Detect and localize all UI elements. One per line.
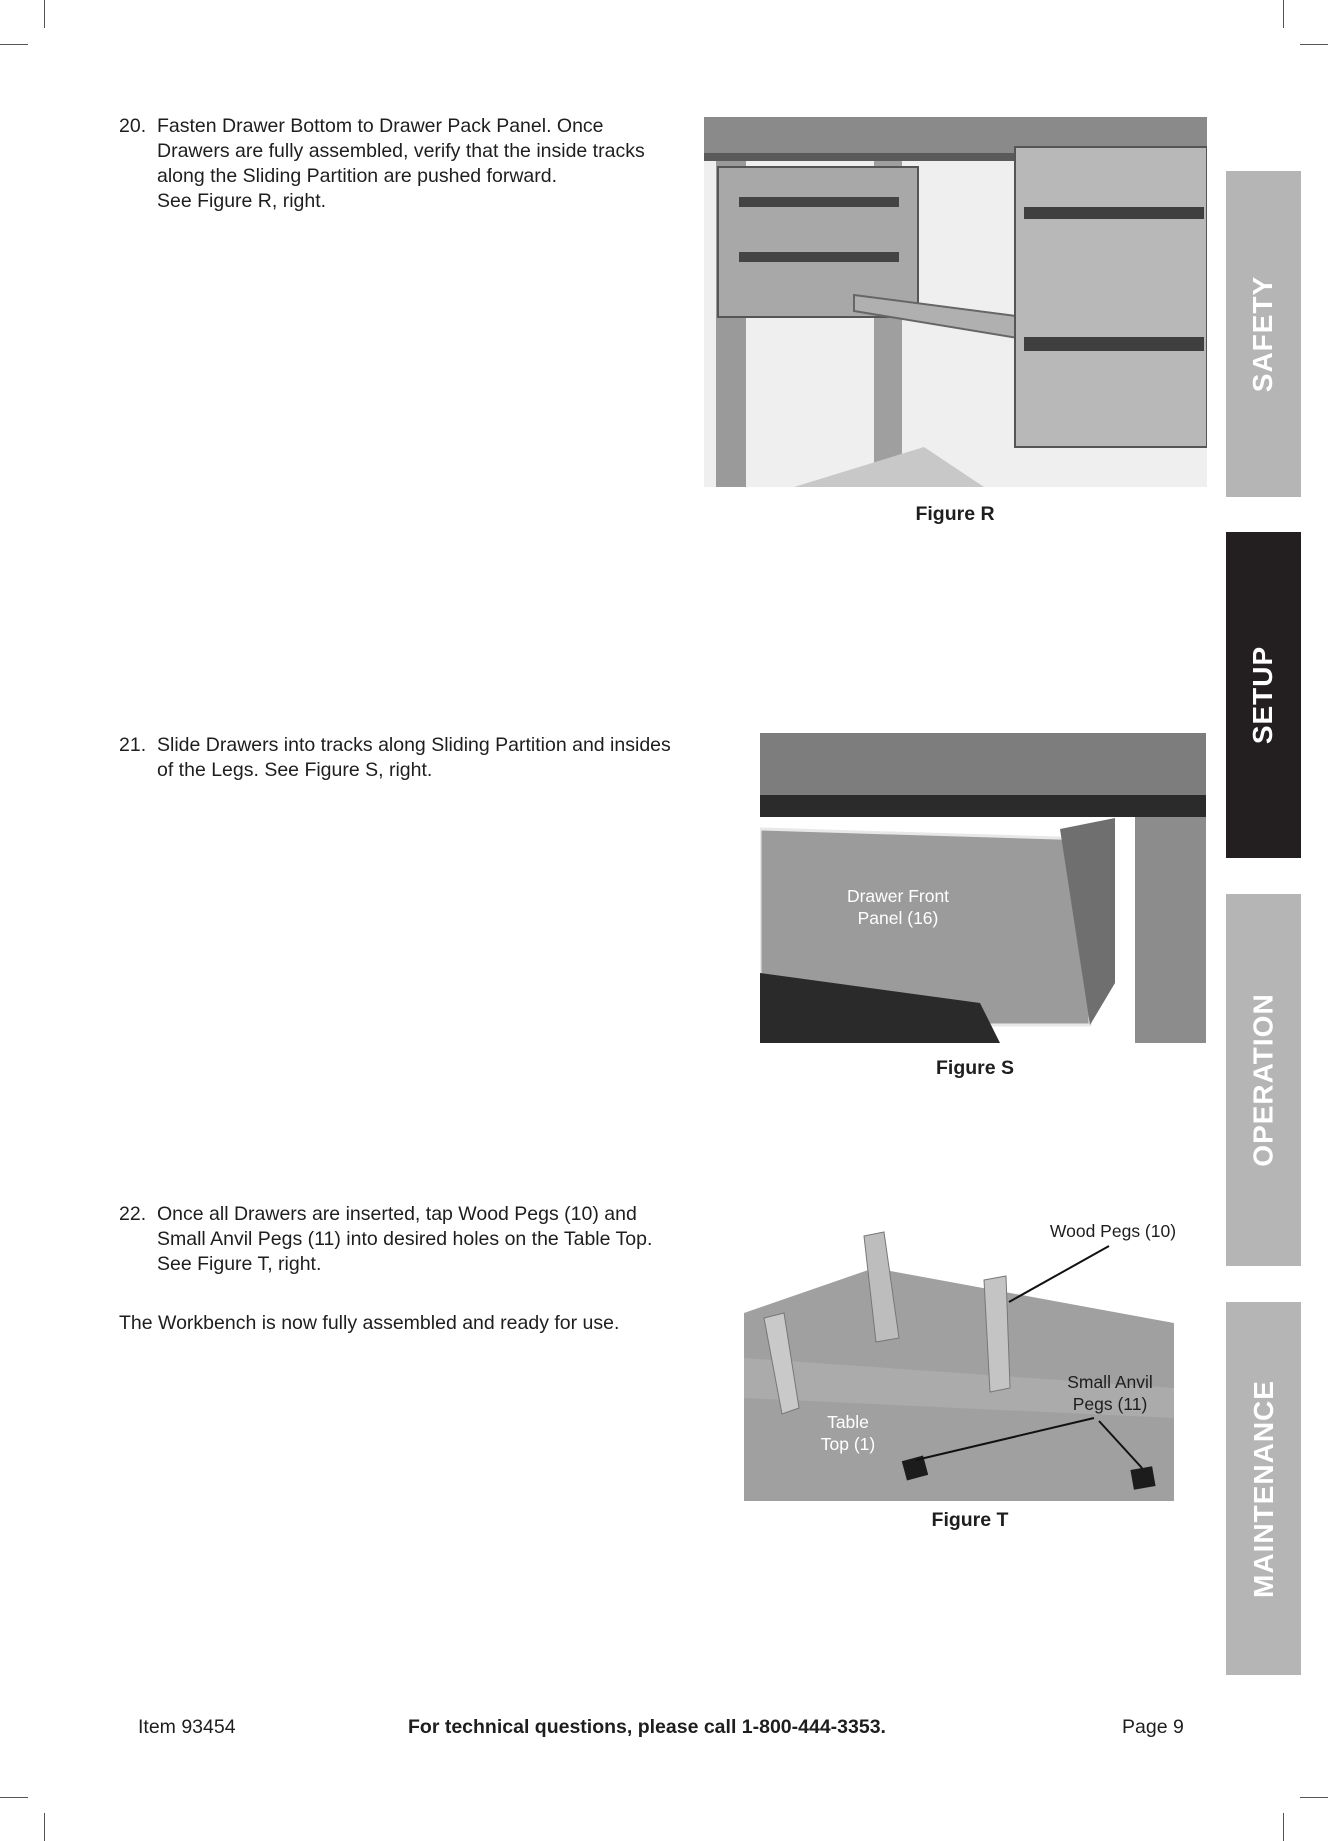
step-21	[119, 733, 719, 793]
figure-t-caption: Figure T	[931, 1509, 1009, 1531]
callout-line: Small Anvil	[1067, 1372, 1153, 1392]
figure-t-photo	[744, 1218, 1174, 1501]
small-anvil-pegs-callout	[1050, 1371, 1170, 1415]
tab-label: MAINTENANCE	[1247, 1379, 1279, 1598]
step-text-line: Fasten Drawer Bottom to Drawer Pack Panel. Once	[157, 115, 604, 137]
step-text-line: See Figure R, right.	[157, 190, 327, 212]
callout-line: Pegs (11)	[1072, 1394, 1148, 1414]
step-20	[119, 114, 679, 224]
footer-item-number: Item 93454	[138, 1716, 236, 1738]
callout-line: Panel (16)	[857, 908, 939, 928]
crop-mark	[0, 1797, 28, 1798]
callout-line: Drawer Front	[846, 886, 950, 906]
tab-maintenance[interactable]	[1226, 1302, 1301, 1675]
table-top-callout	[808, 1411, 888, 1455]
wood-pegs-callout: Wood Pegs (10)	[1049, 1221, 1177, 1241]
crop-mark	[1283, 0, 1284, 28]
step-text-line: along the Sliding Partition are pushed forward.	[157, 165, 557, 187]
tab-operation[interactable]	[1226, 894, 1301, 1266]
step-22	[119, 1202, 719, 1282]
figure-r-caption: Figure R	[915, 503, 995, 525]
step-number: 20.	[119, 115, 147, 137]
step-text-line: Drawers are fully assembled, verify that the inside tracks	[157, 140, 645, 162]
crop-mark	[1300, 1797, 1328, 1798]
step-text-line: Once all Drawers are inserted, tap Wood Pegs (10) and	[157, 1203, 637, 1225]
figure-r-photo	[704, 117, 1207, 487]
step-number: 21.	[119, 734, 147, 756]
tab-safety[interactable]	[1226, 171, 1301, 497]
crop-mark	[1300, 44, 1328, 45]
tab-label: OPERATION	[1247, 993, 1279, 1167]
footer-support-line: For technical questions, please call 1-800-444-3353.	[408, 1716, 886, 1738]
tab-label: SAFETY	[1247, 275, 1279, 393]
step-text-line: See Figure T, right.	[157, 1253, 322, 1275]
closing-note: The Workbench is now fully assembled and ready for use.	[119, 1312, 620, 1334]
drawer-front-panel-callout	[808, 885, 988, 929]
step-text-line: Slide Drawers into tracks along Sliding Partition and insides	[157, 734, 671, 756]
crop-mark	[0, 44, 28, 45]
step-text-line: of the Legs. See Figure S, right.	[157, 759, 433, 781]
step-number: 22.	[119, 1203, 147, 1225]
crop-mark	[44, 0, 45, 28]
crop-mark	[1283, 1813, 1284, 1841]
footer-page-number: Page 9	[1122, 1716, 1184, 1738]
callout-line: Table	[827, 1412, 869, 1432]
tab-label: SETUP	[1247, 645, 1279, 745]
step-text-line: Small Anvil Pegs (11) into desired holes on the Table Top.	[157, 1228, 653, 1250]
tab-setup[interactable]	[1226, 532, 1301, 858]
crop-mark	[44, 1813, 45, 1841]
callout-line: Top (1)	[820, 1434, 876, 1454]
figure-s-caption: Figure S	[935, 1057, 1014, 1079]
